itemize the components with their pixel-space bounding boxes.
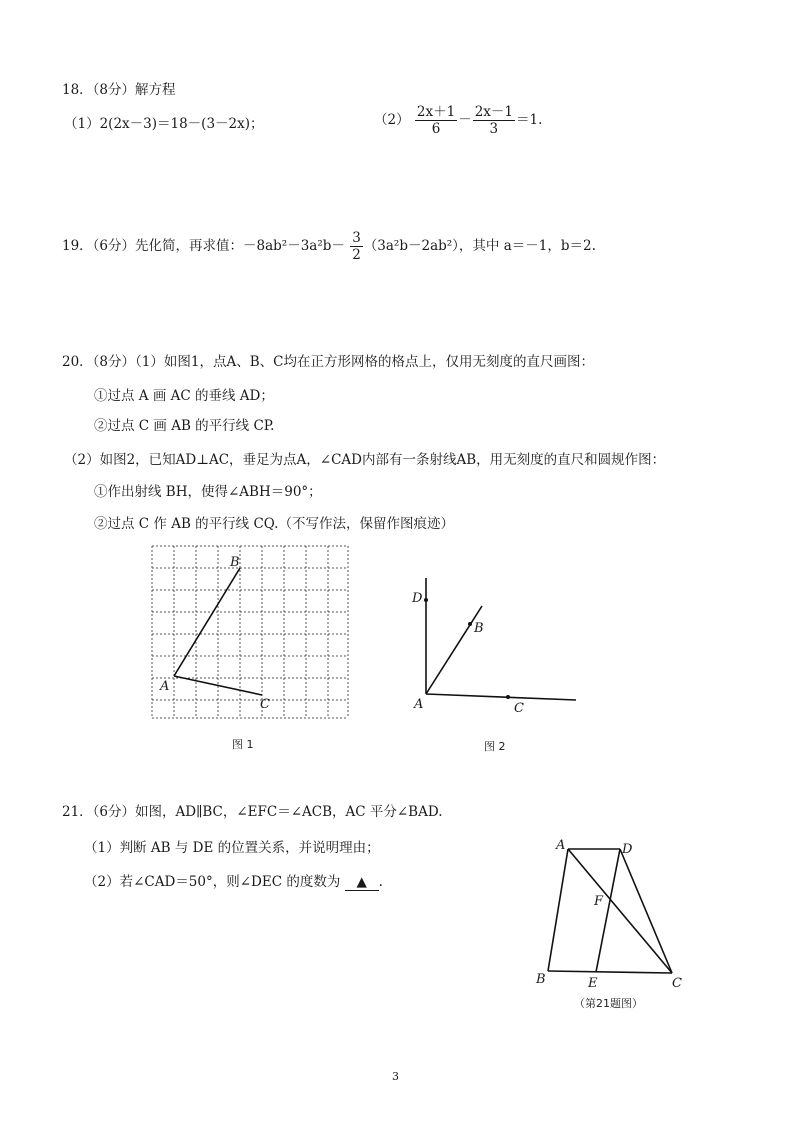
fig1-label-A: A xyxy=(160,679,170,694)
q18-part2 xyxy=(374,104,542,137)
q18-minus: － xyxy=(458,112,472,128)
q21-label-B: B xyxy=(536,972,546,987)
q21-part2-prefix: （2）若∠CAD＝50°，则∠DEC 的度数为 xyxy=(84,874,341,890)
q18-part2-label: （2） xyxy=(374,112,410,128)
fig1-label-C: C xyxy=(260,697,270,712)
point-D xyxy=(424,598,428,602)
fig2-label-B: B xyxy=(474,621,484,636)
q21-label-C: C xyxy=(672,976,682,991)
q20-header: 20．（8分）（1）如图1，点A、B、C均在正方形网格的格点上，仅用无刻度的直尺画图： xyxy=(62,354,594,370)
q20-step3: ①作出射线 BH，使得∠ABH＝90°； xyxy=(94,484,322,500)
q21-part1: （1）判断 AB 与 DE 的位置关系，并说明理由； xyxy=(84,840,380,856)
answer-blank[interactable]: ▲ xyxy=(345,874,379,891)
q20-part2: （2）如图2，已知AD⊥AC，垂足为点A，∠CAD内部有一条射线AB，用无刻度的直尺和圆规作图： xyxy=(64,452,666,468)
q21-label-D: D xyxy=(622,842,633,857)
fig1-caption: 图 1 xyxy=(232,738,254,751)
segment-AB xyxy=(548,849,568,971)
fig1-label-B: B xyxy=(230,555,240,570)
q21-figure xyxy=(528,835,698,1020)
fig2-label-A: A xyxy=(414,697,424,712)
q18-numerator-1: 2x＋1 xyxy=(416,104,456,120)
segment-AB xyxy=(174,568,240,676)
q18-part1-equation: 2(2x－3)＝18－(3－2x)； xyxy=(99,116,264,132)
q18-part1-label: （1） xyxy=(64,116,100,132)
q20-step4: ②过点 C 作 AB 的平行线 CQ.（不写作法，保留作图痕迹） xyxy=(94,516,454,532)
q19-suffix: （3a²b－2ab²），其中 a＝－1，b＝2. xyxy=(363,238,596,254)
q19-prefix: 19．（6分）先化简，再求值：－8ab²－3a²b－ xyxy=(62,238,345,254)
q18-numerator-2: 2x－1 xyxy=(474,104,513,120)
q20-step2: ②过点 C 画 AB 的平行线 CP. xyxy=(94,418,275,434)
fig2-label-C: C xyxy=(514,701,524,716)
q21-part2 xyxy=(84,870,383,891)
q20-step1: ①过点 A 画 AC 的垂线 AD； xyxy=(94,388,274,404)
q21-caption: （第21题图） xyxy=(574,997,643,1010)
segment-DC xyxy=(620,849,672,973)
q20-figure-1 xyxy=(140,540,360,760)
point-B xyxy=(468,622,472,626)
segment-DE xyxy=(596,849,620,972)
q18-fraction-2 xyxy=(473,104,515,137)
q19-fraction xyxy=(350,230,363,263)
q18-fraction-1 xyxy=(415,104,457,137)
fig2-caption: 图 2 xyxy=(484,740,506,753)
q19-line xyxy=(62,230,596,263)
ray-AC xyxy=(426,694,576,700)
q18-header: 18．（8分）解方程 xyxy=(62,82,176,98)
q18-rhs: ＝1. xyxy=(515,112,543,128)
q20-figure-2 xyxy=(400,570,590,760)
q18-denominator-1: 6 xyxy=(431,121,441,137)
q19-denominator: 2 xyxy=(352,247,361,263)
q21-part2-suffix: . xyxy=(378,874,383,890)
q21-header: 21．（6分）如图，AD∥BC，∠EFC＝∠ACB，AC 平分∠BAD. xyxy=(62,804,443,820)
q21-label-E: E xyxy=(588,976,598,991)
segment-AC xyxy=(568,849,672,973)
q19-numerator: 3 xyxy=(352,230,361,246)
segment-BC xyxy=(548,971,672,973)
q21-label-A: A xyxy=(556,838,566,853)
page-number: 3 xyxy=(392,1070,399,1083)
fig2-label-D: D xyxy=(412,591,423,606)
point-C xyxy=(506,695,510,699)
q18-part1 xyxy=(64,112,264,132)
q18-denominator-2: 3 xyxy=(489,121,499,137)
ray-AB xyxy=(426,606,482,694)
q21-label-F: F xyxy=(594,894,604,909)
